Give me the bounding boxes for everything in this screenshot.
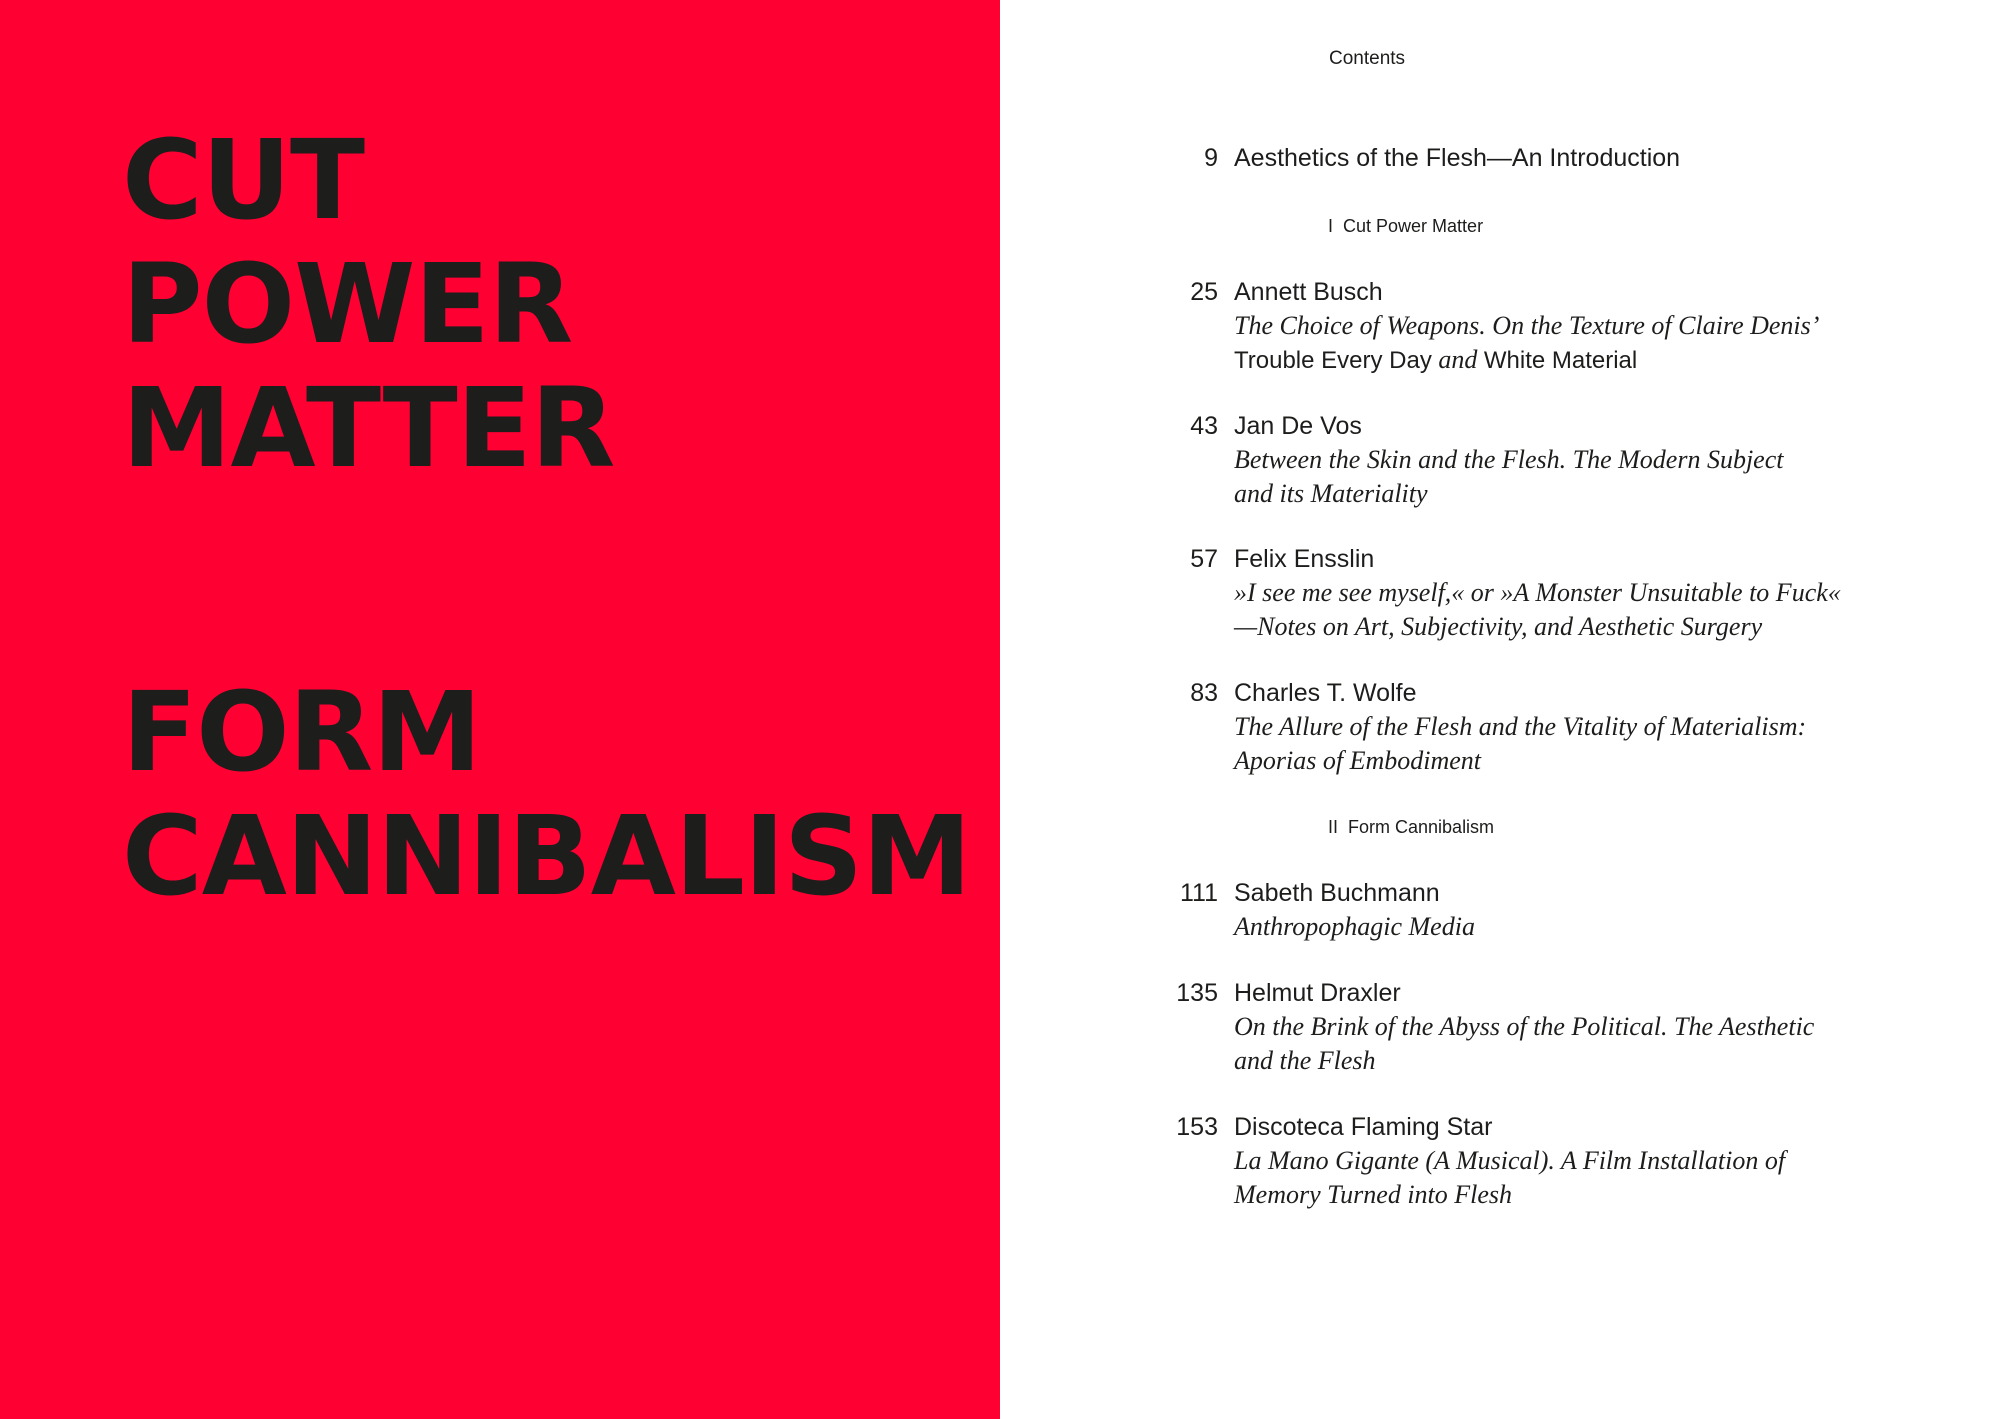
toc-author: Discoteca Flaming Star — [1234, 1113, 1493, 1141]
section-heading-1 — [1328, 216, 1483, 237]
toc-page-number: 9 — [1204, 144, 1218, 172]
toc-author: Jan De Vos — [1234, 412, 1362, 440]
section-title: Cut Power Matter — [1343, 216, 1484, 236]
toc-title-line: and its Materiality — [1234, 478, 1428, 508]
toc-author: Sabeth Buchmann — [1234, 879, 1440, 907]
cover-title-line: CANNIBALISM — [122, 792, 971, 920]
toc-title-line — [1234, 343, 1854, 378]
cover-title-line: FORM — [122, 668, 481, 796]
toc-page-number: 83 — [1190, 679, 1218, 707]
film-title: White Material — [1483, 346, 1638, 374]
toc-page-number: 43 — [1190, 412, 1218, 440]
cover-title-part-2 — [122, 670, 971, 918]
section-numeral: I — [1328, 216, 1334, 236]
toc-author: Helmut Draxler — [1234, 979, 1401, 1007]
toc-essay-title — [1234, 443, 1854, 510]
toc-essay-title — [1234, 309, 1854, 377]
toc-essay-title — [1234, 910, 1854, 944]
toc-title-line: —Notes on Art, Subjectivity, and Aesthetic Surgery — [1234, 611, 1763, 641]
toc-title-line: The Choice of Weapons. On the Texture of Claire Denis’ — [1234, 311, 1820, 340]
section-numeral: II — [1328, 817, 1339, 837]
toc-title-line: Aporias of Embodiment — [1234, 745, 1481, 775]
toc-title-line: Memory Turned into Flesh — [1234, 1179, 1513, 1209]
cover-title-part-1 — [122, 118, 615, 490]
toc-page-number: 135 — [1176, 979, 1218, 1007]
toc-author: Charles T. Wolfe — [1234, 679, 1417, 707]
toc-page-number: 111 — [1179, 879, 1218, 907]
toc-title-line: Between the Skin and the Flesh. The Modern Subject — [1234, 445, 1784, 474]
contents-heading: Contents — [1329, 48, 1406, 69]
toc-author: Annett Busch — [1234, 278, 1383, 306]
toc-essay-title — [1234, 710, 1854, 777]
toc-essay-title — [1234, 1144, 1854, 1211]
section-heading-2 — [1328, 817, 1494, 838]
toc-title-line: and the Flesh — [1234, 1045, 1376, 1075]
toc-essay-title — [1234, 576, 1854, 643]
contents-page — [1000, 0, 2000, 1419]
cover-title-line: CUT — [122, 116, 365, 244]
toc-title-line: »I see me see myself,« or »A Monster Unsuitable to Fuck« — [1234, 578, 1841, 607]
toc-title-line: On the Brink of the Abyss of the Political. The Aesthetic — [1234, 1012, 1815, 1041]
toc-page-number: 57 — [1190, 545, 1218, 573]
toc-author: Felix Ensslin — [1234, 545, 1375, 573]
cover-title-line: POWER — [122, 240, 573, 368]
toc-essay-title — [1234, 1010, 1854, 1077]
toc-page-number: 153 — [1176, 1113, 1218, 1141]
title-conjunction: and — [1431, 344, 1484, 374]
toc-title-line: The Allure of the Flesh and the Vitality of Materialism: — [1234, 712, 1807, 741]
toc-page-number: 25 — [1190, 278, 1218, 306]
film-title: Trouble Every Day — [1234, 346, 1432, 374]
toc-title-line: La Mano Gigante (A Musical). A Film Installation of — [1234, 1146, 1786, 1175]
toc-title-line: Anthropophagic Media — [1234, 912, 1475, 941]
cover-title-line: MATTER — [122, 364, 615, 492]
section-title: Form Cannibalism — [1348, 817, 1495, 837]
toc-entry-title: Aesthetics of the Flesh—An Introduction — [1234, 144, 1681, 172]
